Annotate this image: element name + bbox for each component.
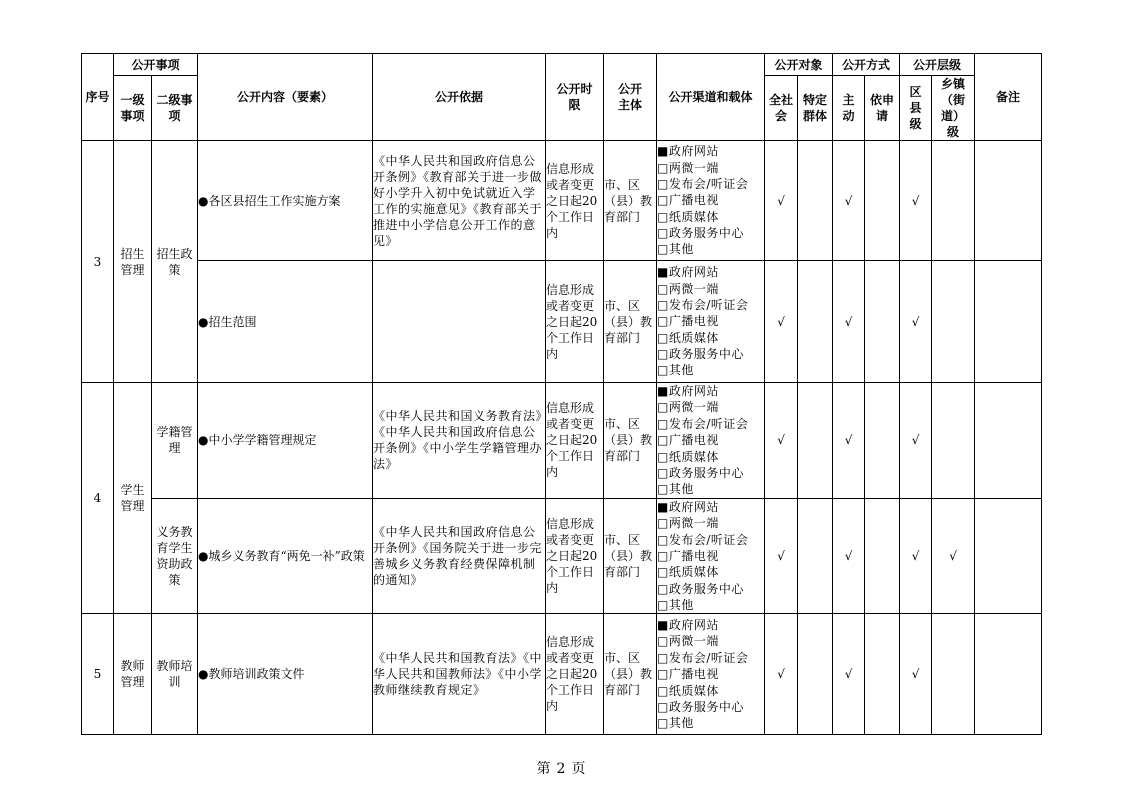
row-method-request [865, 614, 900, 735]
unchecked-box-icon: □ [657, 700, 669, 715]
row-level-district: √ [900, 141, 932, 261]
row-subject: 市、区（县）教育部门 [604, 141, 657, 261]
row-level-township [932, 261, 975, 383]
channel-option-label: 其他 [668, 482, 694, 497]
channel-option [657, 564, 764, 580]
unchecked-box-icon: □ [657, 449, 669, 464]
channel-option [657, 581, 764, 597]
channel-option-label: 政务服务中心 [668, 226, 744, 241]
row-subject: 市、区（县）教育部门 [604, 498, 657, 614]
row-basis: 《中华人民共和国教育法》《中华人民共和国教师法》《中小学教师继续教育规定》 [373, 614, 546, 735]
row-time: 信息形成或者变更之日起20个工作日内 [546, 383, 604, 499]
unchecked-box-icon: □ [657, 193, 669, 208]
channel-option-label: 纸质媒体 [668, 330, 719, 345]
channel-option-label: 两微一端 [668, 400, 719, 415]
channel-option-label: 发布会/听证会 [668, 416, 749, 431]
unchecked-box-icon: □ [657, 565, 669, 580]
row-target-specific [798, 498, 833, 614]
row-remark [975, 498, 1042, 614]
channel-option [657, 209, 764, 225]
channel-option-label: 广播电视 [668, 193, 719, 208]
unchecked-box-icon: □ [657, 716, 669, 731]
row-method-request [865, 261, 900, 383]
unchecked-box-icon: □ [657, 226, 669, 241]
unchecked-box-icon: □ [657, 516, 669, 531]
channel-option [657, 532, 764, 548]
row-content: ●招生范围 [198, 261, 373, 383]
row-level-district: √ [900, 261, 932, 383]
row-time: 信息形成或者变更之日起20个工作日内 [546, 141, 604, 261]
row-method-active: √ [833, 261, 865, 383]
row-level-township [932, 383, 975, 499]
row-level1: 教师管理 [114, 614, 152, 735]
header-level-township: 乡镇（街道）级 [932, 76, 975, 141]
channel-option [657, 633, 764, 649]
channel-option [657, 432, 764, 448]
unchecked-box-icon: □ [657, 330, 669, 345]
row-remark [975, 383, 1042, 499]
row-level2: 义务教育学生资助政策 [152, 498, 198, 614]
channel-option-label: 纸质媒体 [668, 565, 719, 580]
row-content: ●教师培训政策文件 [198, 614, 373, 735]
table-row [82, 383, 1042, 499]
header-target-all: 全社会 [765, 76, 798, 141]
header-basis: 公开依据 [373, 54, 546, 141]
channel-option-label: 纸质媒体 [668, 449, 719, 464]
header-method-active: 主动 [833, 76, 865, 141]
channel-option-label: 广播电视 [668, 433, 719, 448]
channel-option [657, 617, 764, 633]
unchecked-box-icon: □ [657, 281, 669, 296]
row-channels [657, 383, 765, 499]
channel-option-label: 政府网站 [668, 499, 719, 514]
checked-box-icon: ■ [657, 618, 669, 633]
channel-option-label: 广播电视 [668, 314, 719, 329]
unchecked-box-icon: □ [657, 160, 669, 175]
unchecked-box-icon: □ [657, 433, 669, 448]
footer-prefix: 第 [536, 761, 551, 777]
channel-option [657, 313, 764, 329]
unchecked-box-icon: □ [657, 209, 669, 224]
row-method-request [865, 498, 900, 614]
row-subject: 市、区（县）教育部门 [604, 383, 657, 499]
table-row [82, 141, 1042, 261]
table-row [82, 261, 1042, 383]
header-group-items: 公开事项 [114, 54, 198, 76]
row-level-district: √ [900, 383, 932, 499]
channel-option [657, 383, 764, 399]
header-level2: 二级事项 [152, 76, 198, 141]
unchecked-box-icon: □ [657, 581, 669, 596]
unchecked-box-icon: □ [657, 650, 669, 665]
channel-option [657, 481, 764, 497]
row-remark [975, 261, 1042, 383]
channel-option-label: 政务服务中心 [668, 347, 744, 362]
channel-option [657, 650, 764, 666]
row-time: 信息形成或者变更之日起20个工作日内 [546, 261, 604, 383]
channel-option [657, 297, 764, 313]
row-subject: 市、区（县）教育部门 [604, 614, 657, 735]
row-remark [975, 141, 1042, 261]
channel-option-label: 政务服务中心 [668, 581, 744, 596]
channel-option [657, 449, 764, 465]
row-method-request [865, 141, 900, 261]
channel-option [657, 362, 764, 378]
channel-option-label: 纸质媒体 [668, 209, 719, 224]
channel-option [657, 499, 764, 515]
channel-option-label: 政府网站 [668, 144, 719, 159]
header-time: 公开时限 [546, 54, 604, 141]
footer-suffix: 页 [571, 761, 586, 777]
row-target-all: √ [765, 614, 798, 735]
row-channels [657, 261, 765, 383]
channel-option-label: 纸质媒体 [668, 683, 719, 698]
channel-option-label: 政府网站 [668, 265, 719, 280]
row-method-request [865, 383, 900, 499]
unchecked-box-icon: □ [657, 347, 669, 362]
row-method-active: √ [833, 614, 865, 735]
channel-option [657, 597, 764, 613]
row-target-all: √ [765, 383, 798, 499]
header-remark: 备注 [975, 54, 1042, 141]
channel-option [657, 264, 764, 280]
unchecked-box-icon: □ [657, 667, 669, 682]
unchecked-box-icon: □ [657, 532, 669, 547]
unchecked-box-icon: □ [657, 242, 669, 257]
channel-option-label: 政务服务中心 [668, 700, 744, 715]
unchecked-box-icon: □ [657, 482, 669, 497]
channel-option [657, 346, 764, 362]
channel-option [657, 548, 764, 564]
channel-option [657, 241, 764, 257]
header-level-district: 区县级 [900, 76, 932, 141]
unchecked-box-icon: □ [657, 363, 669, 378]
channel-option-label: 两微一端 [668, 516, 719, 531]
channel-option-label: 广播电视 [668, 548, 719, 563]
channel-option [657, 330, 764, 346]
channel-option-label: 两微一端 [668, 634, 719, 649]
row-seq: 4 [82, 383, 114, 614]
unchecked-box-icon: □ [657, 400, 669, 415]
channel-option-label: 发布会/听证会 [668, 297, 749, 312]
channel-option [657, 683, 764, 699]
header-subject: 公开主体 [604, 54, 657, 141]
header-target-specific: 特定群体 [798, 76, 833, 141]
channel-option [657, 416, 764, 432]
header-content: 公开内容（要素） [198, 54, 373, 141]
header-level1: 一级事项 [114, 76, 152, 141]
page-number: 2 [556, 761, 566, 777]
row-target-all: √ [765, 498, 798, 614]
channel-option [657, 515, 764, 531]
header-group-method: 公开方式 [833, 54, 900, 76]
unchecked-box-icon: □ [657, 297, 669, 312]
row-content: ●城乡义务教育“两免一补”政策 [198, 498, 373, 614]
row-channels [657, 141, 765, 261]
row-seq: 5 [82, 614, 114, 735]
row-subject: 市、区（县）教育部门 [604, 261, 657, 383]
unchecked-box-icon: □ [657, 683, 669, 698]
channel-option-label: 其他 [668, 598, 694, 613]
row-level2: 教师培训 [152, 614, 198, 735]
unchecked-box-icon: □ [657, 416, 669, 431]
row-level-township: √ [932, 498, 975, 614]
unchecked-box-icon: □ [657, 598, 669, 613]
row-content: ●各区县招生工作实施方案 [198, 141, 373, 261]
channel-option [657, 399, 764, 415]
checked-box-icon: ■ [657, 144, 669, 159]
row-content: ●中小学学籍管理规定 [198, 383, 373, 499]
header-group-level: 公开层级 [900, 54, 975, 76]
unchecked-box-icon: □ [657, 634, 669, 649]
channel-option-label: 两微一端 [668, 160, 719, 175]
row-time: 信息形成或者变更之日起20个工作日内 [546, 498, 604, 614]
channel-option [657, 281, 764, 297]
channel-option-label: 政务服务中心 [668, 465, 744, 480]
header-seq: 序号 [82, 54, 114, 141]
disclosure-table [81, 53, 1042, 735]
row-method-active: √ [833, 141, 865, 261]
table-row [82, 614, 1042, 735]
checked-box-icon: ■ [657, 499, 669, 514]
channel-option [657, 192, 764, 208]
row-seq: 3 [82, 141, 114, 383]
table-row [82, 498, 1042, 614]
header-group-target: 公开对象 [765, 54, 833, 76]
channel-option-label: 发布会/听证会 [668, 176, 749, 191]
channel-option-label: 两微一端 [668, 281, 719, 296]
row-level-township [932, 141, 975, 261]
row-level2: 学籍管理 [152, 383, 198, 499]
row-basis [373, 261, 546, 383]
channel-option-label: 发布会/听证会 [668, 650, 749, 665]
channel-option-label: 政府网站 [668, 384, 719, 398]
row-level-township [932, 614, 975, 735]
channel-option [657, 465, 764, 481]
row-basis: 《中华人民共和国义务教育法》《中华人民共和国政府信息公开条例》《中小学生学籍管理办法》 [373, 383, 546, 499]
channel-option-label: 其他 [668, 363, 694, 378]
channel-option [657, 176, 764, 192]
row-target-specific [798, 614, 833, 735]
row-target-specific [798, 383, 833, 499]
row-remark [975, 614, 1042, 735]
channel-option [657, 699, 764, 715]
row-time: 信息形成或者变更之日起20个工作日内 [546, 614, 604, 735]
row-level1: 招生管理 [114, 141, 152, 383]
channel-option-label: 其他 [668, 242, 694, 257]
unchecked-box-icon: □ [657, 176, 669, 191]
row-target-all: √ [765, 141, 798, 261]
channel-option-label: 政府网站 [668, 618, 719, 633]
row-level-district: √ [900, 498, 932, 614]
row-target-specific [798, 261, 833, 383]
header-method-request: 依申请 [865, 76, 900, 141]
row-channels [657, 498, 765, 614]
unchecked-box-icon: □ [657, 548, 669, 563]
row-level-district: √ [900, 614, 932, 735]
checked-box-icon: ■ [657, 265, 669, 280]
channel-option [657, 143, 764, 159]
channel-option-label: 广播电视 [668, 667, 719, 682]
checked-box-icon: ■ [657, 384, 669, 398]
row-method-active: √ [833, 498, 865, 614]
row-basis: 《中华人民共和国政府信息公开条例》《国务院关于进一步完善城乡义务教育经费保障机制的通知》 [373, 498, 546, 614]
unchecked-box-icon: □ [657, 314, 669, 329]
channel-option [657, 715, 764, 731]
channel-option [657, 666, 764, 682]
row-target-specific [798, 141, 833, 261]
channel-option-label: 其他 [668, 716, 694, 731]
row-method-active: √ [833, 383, 865, 499]
channel-option [657, 160, 764, 176]
row-channels [657, 614, 765, 735]
row-level1: 学生管理 [114, 383, 152, 614]
row-basis: 《中华人民共和国政府信息公开条例》《教育部关于进一步做好小学升入初中免试就近入学工作的实施意见》《教育部关于推进中小学信息公开工作的意见》 [373, 141, 546, 261]
channel-option-label: 发布会/听证会 [668, 532, 749, 547]
channel-option [657, 225, 764, 241]
header-channels: 公开渠道和载体 [657, 54, 765, 141]
unchecked-box-icon: □ [657, 465, 669, 480]
page-footer [0, 758, 1122, 778]
row-target-all: √ [765, 261, 798, 383]
row-level2: 招生政策 [152, 141, 198, 383]
